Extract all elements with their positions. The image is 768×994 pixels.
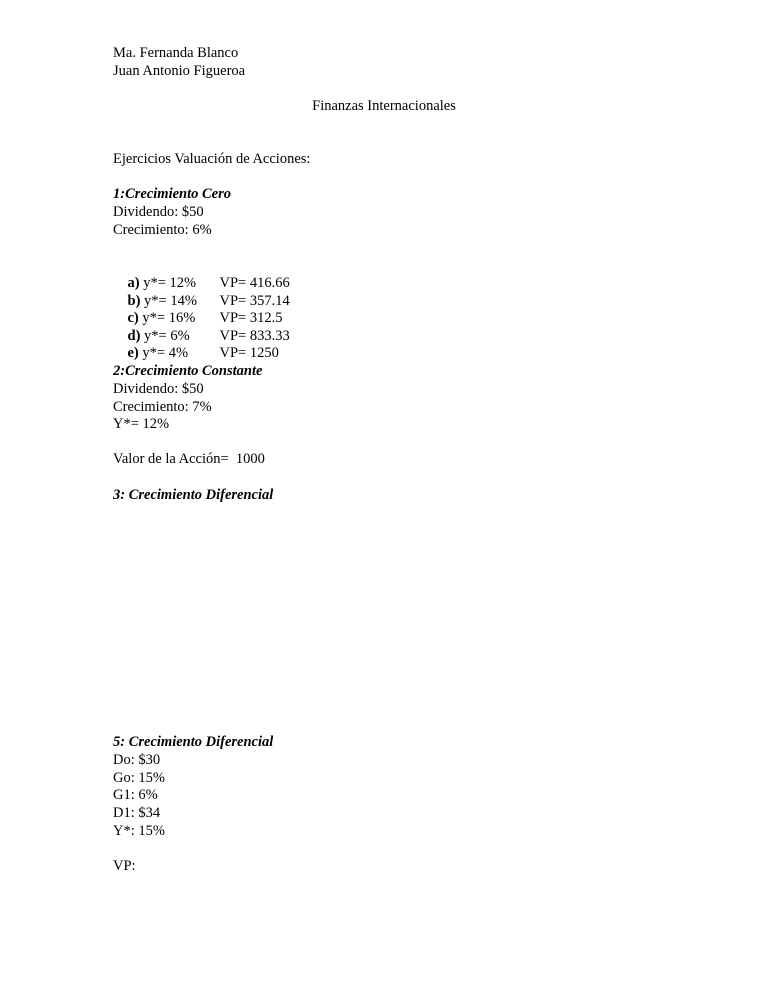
course-title: Finanzas Internacionales	[312, 98, 456, 114]
row-label: b)	[127, 293, 141, 309]
data-line: Do: $30	[113, 752, 161, 768]
rate-value: y*= 6%	[144, 328, 190, 344]
author-name: Ma. Fernanda Blanco	[113, 45, 239, 61]
section-heading: 5: Crecimiento Diferencial	[113, 734, 274, 750]
intro-text: Ejercicios Valuación de Acciones:	[113, 151, 311, 167]
stock-value-line: Valor de la Acción= 1000	[113, 451, 265, 467]
vp-value: VP= 357.14	[219, 293, 290, 309]
author-name: Juan Antonio Figueroa	[113, 63, 246, 79]
row-label: e)	[127, 345, 139, 361]
vp-line: VP:	[113, 858, 136, 874]
data-line: Y*: 15%	[113, 823, 165, 839]
vp-value: VP= 1250	[219, 345, 279, 361]
data-line: G1: 6%	[113, 787, 158, 803]
dividend-line: Dividendo: $50	[113, 381, 204, 397]
growth-line: Crecimiento: 7%	[113, 399, 212, 415]
rate-value: y*= 12%	[143, 275, 197, 291]
rate-cell	[128, 344, 220, 362]
section-heading: 2:Crecimiento Constante	[113, 363, 263, 379]
required-return-line: Y*= 12%	[113, 416, 170, 432]
section-heading: 1:Crecimiento Cero	[113, 186, 232, 202]
growth-line: Crecimiento: 6%	[113, 222, 212, 238]
row-label: d)	[127, 328, 141, 344]
vp-value: VP= 312.5	[219, 310, 283, 326]
data-line: Go: 15%	[113, 770, 165, 786]
row-label: a)	[127, 275, 140, 291]
rate-value: y*= 14%	[144, 293, 197, 309]
row-label: c)	[127, 310, 139, 326]
dividend-line: Dividendo: $50	[113, 204, 204, 220]
rate-value: y*= 16%	[142, 310, 196, 326]
vp-value: VP= 416.66	[219, 275, 290, 291]
section-heading: 3: Crecimiento Diferencial	[113, 487, 274, 503]
vp-value: VP= 833.33	[219, 328, 290, 344]
rate-value: y*= 4%	[142, 345, 189, 361]
data-line: D1: $34	[113, 805, 161, 821]
